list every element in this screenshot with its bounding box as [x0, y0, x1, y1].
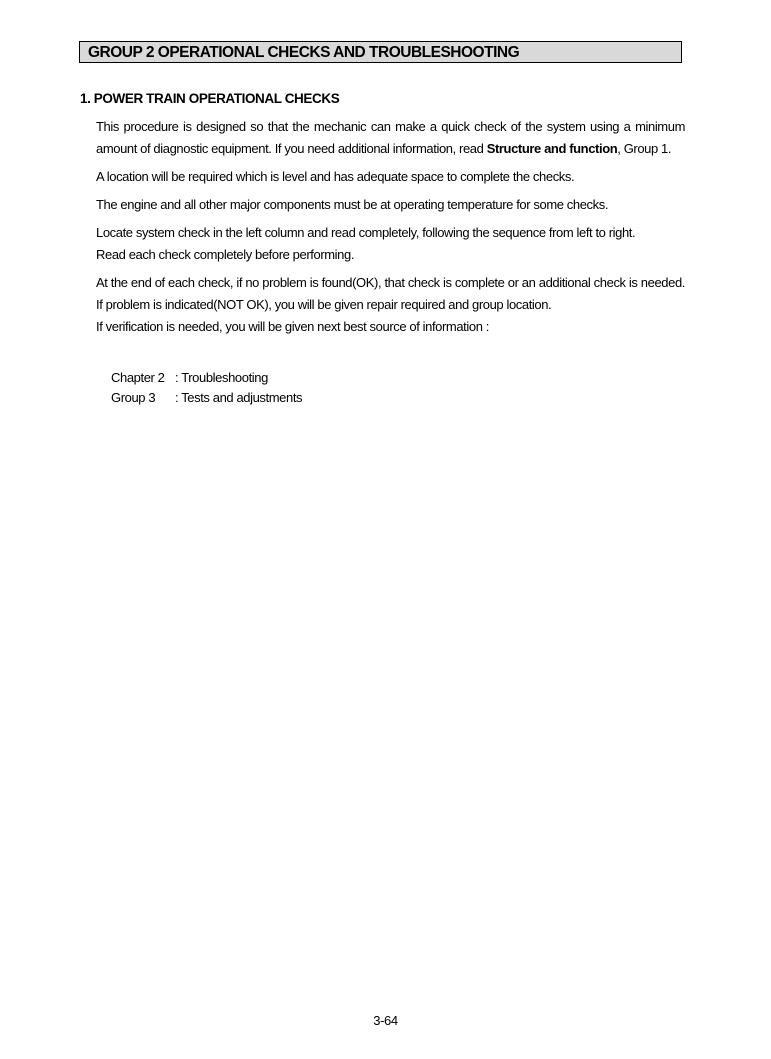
location-paragraph: A location will be required which is level and has adequate space to complete the checks.	[96, 169, 575, 184]
locate-paragraph-line1: Locate system check in the left column and read completely, following the sequence from left to right.	[96, 225, 636, 240]
body-content	[96, 116, 685, 344]
temperature-paragraph: The engine and all other major components must be at operating temperature for some checks.	[96, 197, 609, 212]
reference-list	[111, 368, 302, 408]
intro-paragraph	[96, 116, 685, 160]
group-title: GROUP 2 OPERATIONAL CHECKS AND TROUBLESHOOTING	[79, 41, 682, 63]
reference-label: Chapter 2	[111, 370, 165, 385]
reference-value: : Troubleshooting	[175, 370, 268, 385]
reference-label: Group 3	[111, 390, 156, 405]
check-result-paragraph: At the end of each check, if no problem is found(OK), that check is complete or an additional check is needed. If problem is indicated(NOT OK), you will be given repair required and group location.	[96, 275, 685, 312]
reference-row	[111, 388, 302, 408]
reference-value: : Tests and adjustments	[175, 390, 303, 405]
verification-paragraph: If verification is needed, you will be given next best source of information :	[96, 319, 489, 334]
locate-paragraph-line2: Read each check completely before performing.	[96, 247, 355, 262]
reference-row	[111, 368, 302, 388]
structure-reference: Structure and function	[486, 141, 618, 156]
page-number: 3-64	[373, 1013, 398, 1028]
intro-text-end: , Group 1.	[617, 141, 672, 156]
section-title: 1. POWER TRAIN OPERATIONAL CHECKS	[80, 91, 340, 106]
intro-text: This procedure is designed so that the mechanic can make a quick check of the system using a minimum amount of diagnostic equipment. If you need additional information, read	[96, 119, 685, 156]
